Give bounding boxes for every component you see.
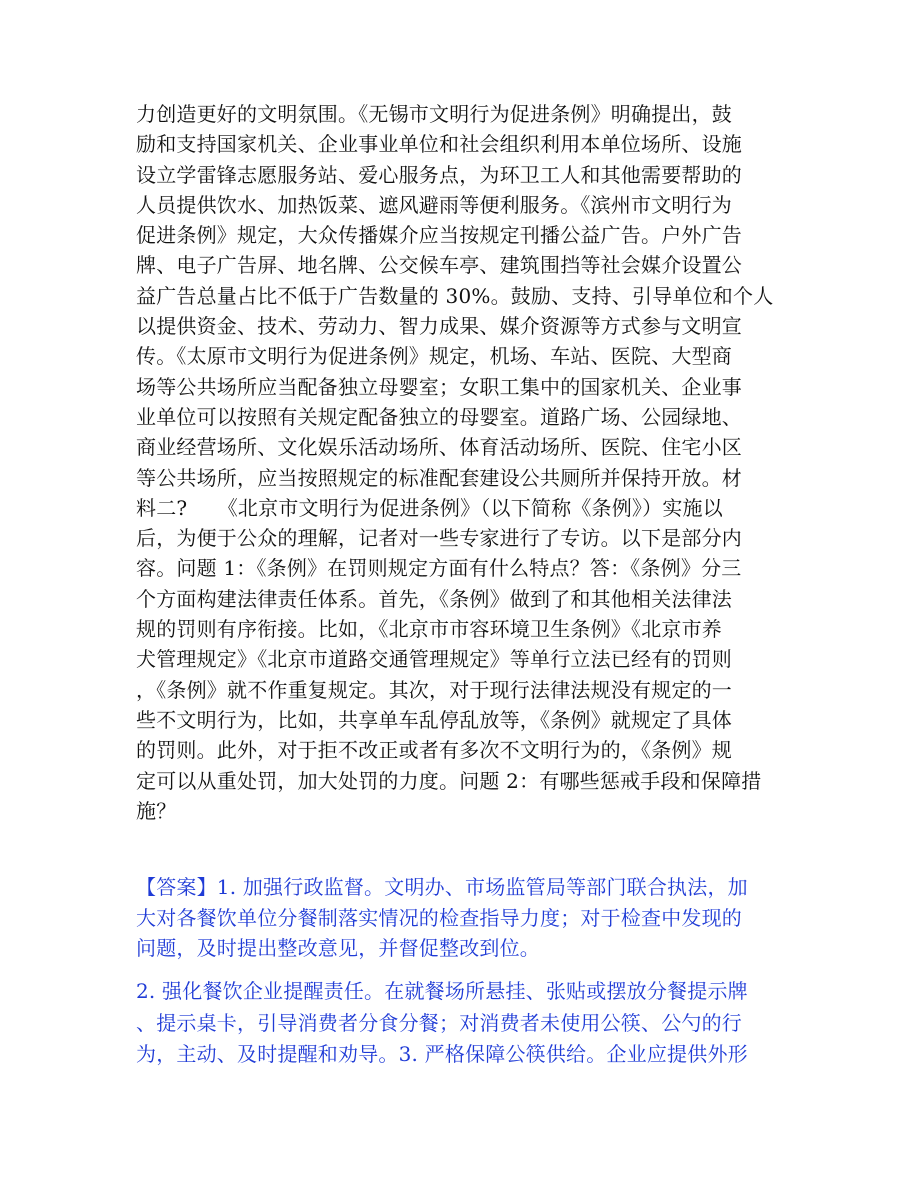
body-line: 个方面构建法律责任体系。首先，《条例》做到了和其他相关法律法: [136, 586, 732, 611]
body-line: 容。问题 1：《条例》在罚则规定方面有什么特点？答：《条例》分三: [136, 556, 742, 581]
body-line: 的罚则。此外，对于拒不改正或者有多次不文明行为的，《条例》规: [136, 738, 732, 763]
body-line: 人员提供饮水、加热饭菜、遮风避雨等便利服务。《滨州市文明行为: [136, 192, 732, 217]
answer-line: 问题，及时提出整改意见，并督促整改到位。: [136, 936, 540, 960]
answer-line: 、提示桌卡，引导消费者分食分餐；对消费者未使用公筷、公勺的行: [136, 1010, 742, 1035]
body-line: 益广告总量占比不低于广告数量的 30%。鼓励、支持、引导单位和个人: [136, 283, 774, 308]
body-line: 商业经营场所、文化娱乐活动场所、体育活动场所、医院、住宅小区: [136, 435, 742, 460]
body-line: 设立学雷锋志愿服务站、爱心服务点，为环卫工人和其他需要帮助的: [136, 162, 742, 187]
body-line: 等公共场所，应当按照规定的标准配套建设公共厕所并保持开放。材: [136, 465, 742, 490]
body-line: 后，为便于公众的理解，记者对一些专家进行了专访。以下是部分内: [136, 526, 742, 551]
answer-paragraph-1: [136, 872, 786, 964]
body-line: 促进条例》规定，大众传播媒介应当按规定刊播公益广告。户外广告: [136, 223, 742, 248]
answer-line: 大对各餐饮单位分餐制落实情况的检查指导力度；对于检查中发现的: [136, 905, 742, 930]
body-line: 励和支持国家机关、企业事业单位和社会组织利用本单位场所、设施: [136, 132, 742, 157]
body-line: 些不文明行为，比如，共享单车乱停乱放等，《条例》就规定了具体: [136, 707, 732, 732]
body-line: 力创造更好的文明氛围。《无锡市文明行为促进条例》明确提出，鼓: [136, 102, 732, 126]
body-line: 业单位可以按照有关规定配备独立的母婴室。道路广场、公园绿地、: [136, 404, 742, 429]
body-line: 定可以从重处罚，加大处罚的力度。问题 2：有哪些惩戒手段和保障措: [136, 768, 762, 793]
answer-line: 2. 强化餐饮企业提醒责任。在就餐场所悬挂、张贴或摆放分餐提示牌: [136, 979, 748, 1003]
answer-line: 【答案】1. 加强行政监督。文明办、市场监管局等部门联合执法，加: [136, 875, 748, 899]
body-line: 规的罚则有序衔接。比如，《北京市市容环境卫生条例》《北京市养: [136, 617, 722, 642]
body-line: 料二? 《北京市文明行为促进条例》（以下简称《条例》）实施以: [136, 495, 723, 520]
body-line: 传。《太原市文明行为促进条例》规定，机场、车站、医院、大型商: [136, 344, 732, 369]
body-line: 以提供资金、技术、劳动力、智力成果、媒介资源等方式参与文明宣: [136, 314, 742, 339]
answer-paragraph-2: [136, 976, 786, 1071]
body-line: 施？: [136, 798, 177, 823]
body-line: 场等公共场所应当配备独立母婴室；女职工集中的国家机关、企业事: [136, 374, 742, 399]
body-text: [136, 99, 786, 826]
answer-line: 为，主动、及时提醒和劝导。3. 严格保障公筷供给。企业应提供外形: [136, 1042, 748, 1066]
body-line: 犬管理规定》《北京市道路交通管理规定》等单行立法已经有的罚则: [136, 647, 732, 672]
body-line: ，《条例》就不作重复规定。其次，对于现行法律法规没有规定的一: [136, 677, 732, 702]
body-line: 牌、电子广告屏、地名牌、公交候车亭、建筑围挡等社会媒介设置公: [136, 253, 742, 278]
